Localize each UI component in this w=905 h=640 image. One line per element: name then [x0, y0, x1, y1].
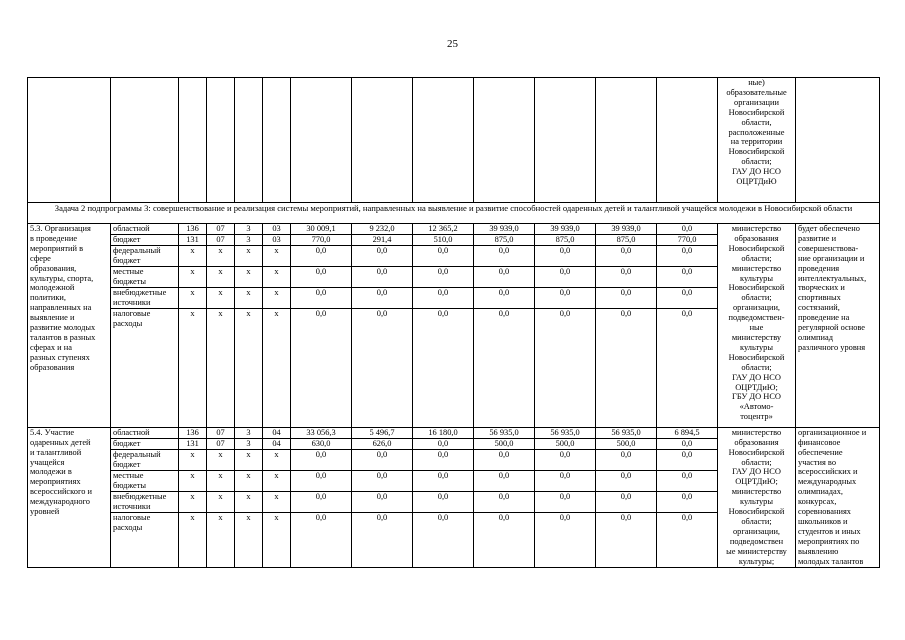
amount-cell: 0,0 — [413, 287, 474, 308]
amount-cell: 56 935,0 — [474, 427, 535, 438]
amount-cell: 0,0 — [291, 245, 352, 266]
amount-cell: 0,0 — [596, 513, 657, 567]
amount-cell: 6 894,5 — [657, 427, 718, 438]
amount-cell: 0,0 — [535, 492, 596, 513]
funding-source: налоговые расходы — [111, 308, 179, 427]
amount-cell: 291,4 — [352, 234, 413, 245]
code-grbs: x — [179, 449, 207, 470]
code-grbs: 131 — [179, 438, 207, 449]
code-subprogram: x — [263, 492, 291, 513]
amount-cell: 56 935,0 — [535, 427, 596, 438]
amount-cell: 510,0 — [413, 234, 474, 245]
code-subprogram: 03 — [263, 234, 291, 245]
amount-cell: 0,0 — [352, 470, 413, 491]
amount-cell: 0,0 — [352, 449, 413, 470]
amount-cell: 0,0 — [413, 513, 474, 567]
funding-source: местные бюджеты — [111, 470, 179, 491]
executor-cell: министерство образования Новосибирской области; министерство культуры Новосибирской области; организации, подведомствен- ные министерству культуры Новосибирской области; ГАУ ДО НСО ОЦРТДиЮ; ГБУ ДО НСО «Автомо- тоцентр» — [718, 224, 796, 428]
amount-cell: 39 939,0 — [535, 224, 596, 235]
amount-cell: 0,0 — [291, 266, 352, 287]
code-program: 3 — [235, 438, 263, 449]
code-program: x — [235, 308, 263, 427]
amount-cell: 0,0 — [474, 245, 535, 266]
amount-cell: 0,0 — [474, 513, 535, 567]
amount-cell: 0,0 — [352, 287, 413, 308]
amount-cell: 33 056,3 — [291, 427, 352, 438]
amount-cell: 500,0 — [535, 438, 596, 449]
amount-cell: 0,0 — [352, 245, 413, 266]
amount-cell: 0,0 — [657, 224, 718, 235]
activity-name: 5.4. Участие одаренных детей и талантливой учащейся молодежи в мероприятиях всероссийского и международного уровней — [28, 427, 111, 567]
funding-source: федеральный бюджет — [111, 449, 179, 470]
program-activities-table — [27, 77, 880, 568]
code-section: x — [207, 470, 235, 491]
amount-cell: 875,0 — [596, 234, 657, 245]
amount-cell: 630,0 — [291, 438, 352, 449]
amount-cell: 0,0 — [596, 470, 657, 491]
code-section: x — [207, 308, 235, 427]
code-grbs: 131 — [179, 234, 207, 245]
amount-cell: 0,0 — [413, 470, 474, 491]
funding-source: налоговые расходы — [111, 513, 179, 567]
amount-cell: 0,0 — [596, 492, 657, 513]
activity-name: 5.3. Организация в проведение мероприятий в сфере образования, культуры, спорта, молодежной политики, направленных на выявление и развитие молодых талантов в разных сферах и на разных ступенях образования — [28, 224, 111, 428]
amount-cell: 500,0 — [474, 438, 535, 449]
code-grbs: x — [179, 513, 207, 567]
code-grbs: x — [179, 245, 207, 266]
amount-cell: 0,0 — [657, 287, 718, 308]
task-heading-row — [28, 203, 880, 224]
code-section: 07 — [207, 427, 235, 438]
amount-cell: 0,0 — [291, 308, 352, 427]
amount-cell: 0,0 — [413, 449, 474, 470]
code-section: 07 — [207, 234, 235, 245]
funding-source: внебюджетные источники — [111, 492, 179, 513]
code-subprogram: 04 — [263, 427, 291, 438]
code-subprogram: x — [263, 308, 291, 427]
continued-row — [28, 78, 880, 203]
code-section: x — [207, 513, 235, 567]
code-program: x — [235, 492, 263, 513]
amount-cell: 0,0 — [596, 308, 657, 427]
code-program: 3 — [235, 234, 263, 245]
code-subprogram: x — [263, 245, 291, 266]
code-grbs: x — [179, 308, 207, 427]
code-section: x — [207, 245, 235, 266]
code-program: 3 — [235, 224, 263, 235]
amount-cell: 0,0 — [352, 308, 413, 427]
amount-cell: 56 935,0 — [596, 427, 657, 438]
amount-cell: 0,0 — [657, 266, 718, 287]
amount-cell: 0,0 — [657, 492, 718, 513]
code-section: x — [207, 266, 235, 287]
code-section: x — [207, 287, 235, 308]
executor-cell: министерство образования Новосибирской области; ГАУ ДО НСО ОЦРТДиЮ; министерство культуры Новосибирской области; организации, подведомствен ые министерству культуры; — [718, 427, 796, 567]
amount-cell: 0,0 — [413, 245, 474, 266]
code-section: x — [207, 492, 235, 513]
amount-cell: 0,0 — [474, 449, 535, 470]
amount-cell: 0,0 — [352, 266, 413, 287]
amount-cell: 0,0 — [596, 266, 657, 287]
code-grbs: x — [179, 492, 207, 513]
amount-cell: 500,0 — [596, 438, 657, 449]
amount-cell: 0,0 — [474, 308, 535, 427]
code-section: 07 — [207, 224, 235, 235]
code-section: 07 — [207, 438, 235, 449]
amount-cell: 0,0 — [657, 245, 718, 266]
funding-source: федеральный бюджет — [111, 245, 179, 266]
code-grbs: x — [179, 470, 207, 491]
code-subprogram: 04 — [263, 438, 291, 449]
amount-cell: 0,0 — [535, 513, 596, 567]
amount-cell: 0,0 — [474, 266, 535, 287]
code-grbs: 136 — [179, 224, 207, 235]
amount-cell: 626,0 — [352, 438, 413, 449]
amount-cell: 0,0 — [474, 287, 535, 308]
code-section: x — [207, 449, 235, 470]
code-subprogram: 03 — [263, 224, 291, 235]
code-grbs: x — [179, 287, 207, 308]
funding-source: внебюджетные источники — [111, 287, 179, 308]
expected-result: будет обеспечено развитие и совершенствова- ние организации и проведения интеллектуальных, творческих и спортивных состязаний, проведение на регулярной основе олимпиад различного уровня — [796, 224, 880, 428]
amount-cell: 0,0 — [657, 438, 718, 449]
code-subprogram: x — [263, 287, 291, 308]
funding-source: бюджет — [111, 234, 179, 245]
funding-row — [28, 224, 880, 235]
amount-cell: 875,0 — [535, 234, 596, 245]
funding-source: местные бюджеты — [111, 266, 179, 287]
code-grbs: 136 — [179, 427, 207, 438]
amount-cell: 5 496,7 — [352, 427, 413, 438]
amount-cell: 0,0 — [291, 449, 352, 470]
amount-cell: 0,0 — [535, 470, 596, 491]
amount-cell: 0,0 — [291, 287, 352, 308]
amount-cell: 0,0 — [413, 492, 474, 513]
funding-row — [28, 427, 880, 438]
code-program: x — [235, 470, 263, 491]
amount-cell: 770,0 — [657, 234, 718, 245]
amount-cell: 0,0 — [535, 287, 596, 308]
amount-cell: 12 365,2 — [413, 224, 474, 235]
amount-cell: 0,0 — [657, 308, 718, 427]
amount-cell: 0,0 — [535, 449, 596, 470]
amount-cell: 0,0 — [657, 470, 718, 491]
amount-cell: 9 232,0 — [352, 224, 413, 235]
executor-cell: ные) образовательные организации Новосибирской области, расположенные на территории Новосибирской области; ГАУ ДО НСО ОЦРТДиЮ — [718, 78, 796, 203]
amount-cell: 0,0 — [474, 492, 535, 513]
amount-cell: 0,0 — [291, 470, 352, 491]
task-heading: Задача 2 подпрограммы 3: совершенствование и реализация системы мероприятий, направленных на выявление и развитие способностей одаренных детей и талантливой учащейся молодежи в Новосибирской области — [28, 203, 880, 224]
code-program: x — [235, 513, 263, 567]
amount-cell: 0,0 — [535, 266, 596, 287]
code-subprogram: x — [263, 266, 291, 287]
amount-cell: 39 939,0 — [596, 224, 657, 235]
amount-cell: 0,0 — [474, 470, 535, 491]
amount-cell: 0,0 — [413, 308, 474, 427]
amount-cell: 30 009,1 — [291, 224, 352, 235]
code-program: 3 — [235, 427, 263, 438]
amount-cell: 0,0 — [657, 513, 718, 567]
page-number: 25 — [447, 38, 458, 50]
code-subprogram: x — [263, 470, 291, 491]
code-program: x — [235, 245, 263, 266]
code-program: x — [235, 266, 263, 287]
expected-result: организационное и финансовое обеспечение участия во всероссийских и международных олимпиадах, конкурсах, соревнованиях школьников и студентов и иных мероприятиях по выявлению молодых талантов — [796, 427, 880, 567]
amount-cell: 0,0 — [352, 492, 413, 513]
amount-cell: 39 939,0 — [474, 224, 535, 235]
amount-cell: 0,0 — [535, 245, 596, 266]
code-program: x — [235, 287, 263, 308]
amount-cell: 0,0 — [596, 245, 657, 266]
code-grbs: x — [179, 266, 207, 287]
funding-source: областной — [111, 427, 179, 438]
code-subprogram: x — [263, 513, 291, 567]
amount-cell: 16 180,0 — [413, 427, 474, 438]
amount-cell: 875,0 — [474, 234, 535, 245]
code-subprogram: x — [263, 449, 291, 470]
amount-cell: 0,0 — [657, 449, 718, 470]
amount-cell: 0,0 — [352, 513, 413, 567]
amount-cell: 0,0 — [413, 266, 474, 287]
amount-cell: 0,0 — [596, 449, 657, 470]
code-program: x — [235, 449, 263, 470]
amount-cell: 770,0 — [291, 234, 352, 245]
amount-cell: 0,0 — [535, 308, 596, 427]
funding-source: областной — [111, 224, 179, 235]
funding-source: бюджет — [111, 438, 179, 449]
amount-cell: 0,0 — [596, 287, 657, 308]
amount-cell: 0,0 — [413, 438, 474, 449]
amount-cell: 0,0 — [291, 513, 352, 567]
amount-cell: 0,0 — [291, 492, 352, 513]
